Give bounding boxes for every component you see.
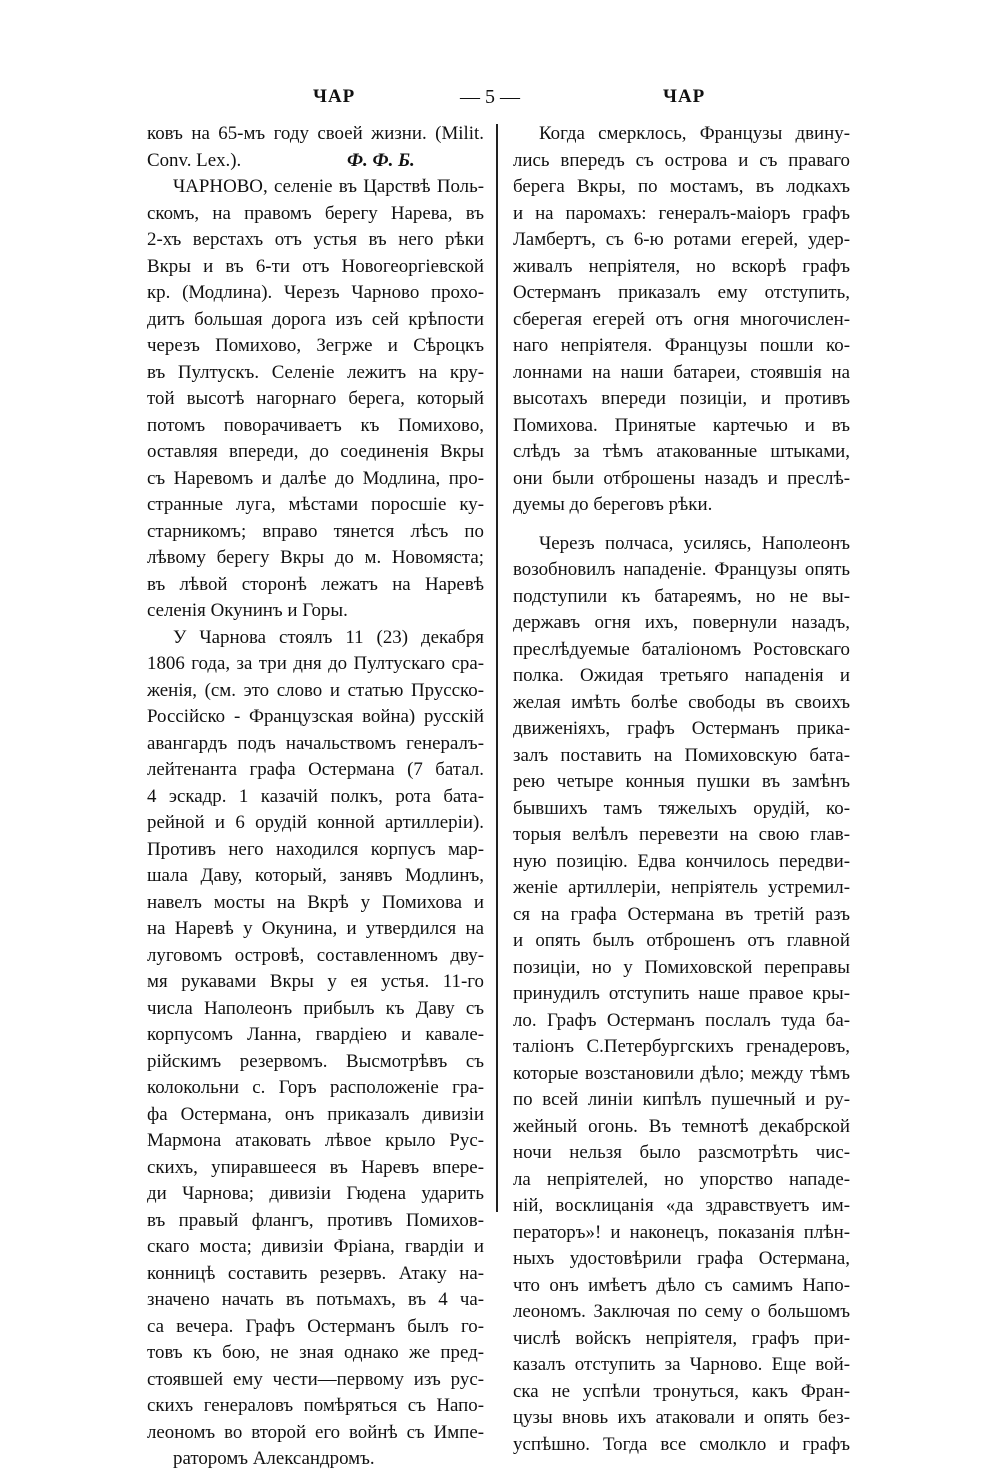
text-line: лѣвому берегу Вкры до м. Новомяста; bbox=[147, 547, 484, 568]
text-line: наго непріятеля. Французы пошли ко- bbox=[513, 335, 850, 356]
text-line: женіе артиллеріи, непріятель устремил- bbox=[513, 877, 850, 898]
text-line: ныхъ удостовѣрили графа Остермана, bbox=[513, 1248, 850, 1269]
text-line: селенія Окунинъ и Горы. bbox=[147, 600, 348, 621]
text-line: и на паромахъ: генералъ-маіоръ графъ bbox=[513, 202, 850, 224]
text-line: которые возстановили дѣло; между тѣмъ bbox=[513, 1062, 850, 1084]
text-line: таліонъ С.Петербургскихъ гренадеровъ, bbox=[513, 1036, 850, 1057]
page-number: — 5 — bbox=[460, 86, 520, 108]
text-line: возобновилъ нападеніе. Французы опять bbox=[513, 559, 850, 580]
text-line: числа Наполеонъ прибылъ къ Даву съ bbox=[147, 997, 484, 1019]
text-line: ска не успѣли тронуться, какъ Фран- bbox=[513, 1380, 850, 1402]
text-line: женія, (см. это слово и статью Прусско- bbox=[147, 679, 484, 701]
text-line: рейной и 6 орудій конной артиллеріи). bbox=[147, 812, 484, 833]
text-line: цузы вновь ихъ атаковали и опять без- bbox=[513, 1407, 850, 1428]
text-line: ло. Графъ Остерманъ послалъ туда ба- bbox=[513, 1009, 850, 1031]
text-line: Черезъ полчаса, усилясь, Наполеонъ bbox=[539, 532, 850, 554]
text-line: что онъ имѣетъ дѣло съ самимъ Напо- bbox=[513, 1274, 850, 1296]
text-line: на Наревѣ у Окунина, и утвердился на bbox=[147, 918, 484, 939]
text-line: Мармона атаковать лѣвое крыло Рус- bbox=[147, 1130, 484, 1151]
text-line: раторомъ Александромъ. bbox=[173, 1448, 375, 1469]
text-line: Ламбертъ, съ 6-ю ротами егерей, удер- bbox=[513, 229, 850, 250]
paragraph-gap bbox=[513, 519, 850, 531]
left-text-column bbox=[147, 121, 484, 1473]
text-line: успѣшно. Тогда все смолкло и графъ bbox=[513, 1433, 850, 1455]
text-line: по всей линіи кипѣлъ пушечный и ру- bbox=[513, 1089, 850, 1110]
text-line: значено начать въ потьмахъ, въ 4 ча- bbox=[147, 1289, 484, 1310]
source-reference: Conv. Lex.). bbox=[147, 149, 242, 171]
text-line: 2-хъ верстахъ отъ устья въ него рѣки bbox=[147, 229, 484, 250]
text-line: берега Вкры, по мостамъ, въ лодкахъ bbox=[513, 176, 850, 197]
text-line: Помихова. Принятые картечью и въ bbox=[513, 414, 850, 436]
text-line: лись впередъ съ острова и съ праваго bbox=[513, 149, 850, 171]
text-line: ператоръ»! и наконецъ, показанія плѣн- bbox=[513, 1221, 850, 1243]
text-line: высотахъ впереди позиціи, и противъ bbox=[513, 388, 850, 409]
text-line: навелъ мосты на Вкрѣ у Помихова и bbox=[147, 891, 484, 913]
text-line: залъ поставить на Помиховскую бата- bbox=[513, 744, 850, 766]
text-line: числѣ войскъ непріятеля, графъ при- bbox=[513, 1327, 850, 1349]
text-line: они были отброшены назадъ и преслѣ- bbox=[513, 467, 850, 489]
text-line: оставляя впереди, до соединенія Вкры bbox=[147, 441, 484, 462]
text-line: са вечера. Графъ Остерманъ былъ го- bbox=[147, 1315, 484, 1337]
text-line: въ правый флангъ, противъ Помихов- bbox=[147, 1209, 484, 1231]
text-line: леономъ во второй его войнѣ съ Импе- bbox=[147, 1421, 484, 1443]
text-line: торыя велѣлъ перевезти на свою глав- bbox=[513, 824, 850, 845]
text-line: и опять былъ отброшенъ отъ главной bbox=[513, 930, 850, 951]
header-right-keyword: ЧАР bbox=[663, 86, 706, 107]
text-line: казалъ отступить за Чарново. Еще вой- bbox=[513, 1354, 850, 1375]
text-line: конницѣ составить резервъ. Атаку на- bbox=[147, 1262, 484, 1284]
text-line: въ Пултускъ. Селеніе лежитъ на кру- bbox=[147, 361, 484, 383]
text-line: У Чарнова стоялъ 11 (23) декабря bbox=[173, 626, 484, 648]
text-line: слѣдъ за тѣмъ атакованные штыками, bbox=[513, 441, 850, 462]
text-line: полка. Ожидая третьяго нападенія и bbox=[513, 665, 850, 686]
text-line: Россійско - Французская война) русскій bbox=[147, 706, 484, 727]
text-line: Вкры и въ 6-ти отъ Новогеоргіевской bbox=[147, 255, 484, 277]
text-line bbox=[147, 148, 484, 175]
text-line: 4 эскадр. 1 казачій полкъ, рота бата- bbox=[147, 785, 484, 807]
text-line: живалъ непріятеля, но вскорѣ графъ bbox=[513, 255, 850, 277]
text-line: той высотѣ нагорнаго берега, который bbox=[147, 388, 484, 409]
text-line: дитъ большая дорога изъ сей крѣпости bbox=[147, 308, 484, 330]
text-line: луговомъ островѣ, составленномъ дву- bbox=[147, 944, 484, 966]
text-line: старникомъ; вправо тянется лѣсъ по bbox=[147, 520, 484, 542]
text-line: въ лѣвой сторонѣ лежатъ на Наревѣ bbox=[147, 573, 484, 595]
text-line: скомъ, на правомъ берегу Нарева, въ bbox=[147, 202, 484, 224]
text-line: колокольни с. Горъ расположеніе гра- bbox=[147, 1077, 484, 1098]
text-line: скаго моста; дивизіи Фріана, гвардіи и bbox=[147, 1236, 484, 1257]
text-line: лоннами на наши батареи, стоявшія на bbox=[513, 361, 850, 383]
text-line: ній, восклицанія «да здравствуетъ им- bbox=[513, 1195, 850, 1216]
text-line: сберегая егерей отъ огня многочислен- bbox=[513, 308, 850, 330]
text-line: лейтенанта графа Остермана (7 батал. bbox=[147, 759, 484, 780]
text-line: скихъ генераловъ помѣряться съ Напо- bbox=[147, 1395, 484, 1416]
text-line: ди Чарнова; дивизіи Гюдена ударить bbox=[147, 1183, 484, 1204]
text-line: 1806 года, за три дня до Пултускаго сра- bbox=[147, 653, 484, 674]
text-line: товъ къ бою, не зная однако же пред- bbox=[147, 1342, 484, 1363]
text-line: странные луга, мѣстами поросшіе ку- bbox=[147, 494, 484, 515]
header-left-keyword: ЧАР bbox=[313, 86, 356, 107]
text-line: корпусомъ Ланна, гвардіею и кавале- bbox=[147, 1024, 484, 1045]
text-line: преслѣдуемые баталіономъ Ростовскаго bbox=[513, 638, 850, 660]
text-line: ла непріятелей, но упорство нападе- bbox=[513, 1168, 850, 1190]
text-line: желая имѣть болѣе свободы въ своихъ bbox=[513, 691, 850, 713]
text-line: ЧАРНОВО, селеніе въ Царствѣ Поль- bbox=[173, 176, 484, 197]
text-line: Противъ него находился корпусъ мар- bbox=[147, 838, 484, 860]
text-line: движеніяхъ, графъ Остерманъ прика- bbox=[513, 718, 850, 739]
text-line: ся на графа Остермана въ третій разъ bbox=[513, 903, 850, 925]
running-header bbox=[138, 86, 864, 116]
text-line: позиціи, но у Помиховской переправы bbox=[513, 956, 850, 978]
text-line: ковъ на 65-мъ году своей жизни. (Milit. bbox=[147, 123, 484, 144]
text-line: державъ огня ихъ, повернули назадъ, bbox=[513, 612, 850, 633]
text-line: черезъ Помихово, Зегрже и Сѣроцкъ bbox=[147, 335, 484, 356]
text-line: мя рукавами Вкры у ея устья. 11-го bbox=[147, 971, 484, 992]
text-line: жейный огонь. Въ темнотѣ декабрской bbox=[513, 1115, 850, 1137]
text-line: стоявшей ему чести—первому изъ рус- bbox=[147, 1368, 484, 1390]
text-line: фа Остермана, онъ приказалъ дивизіи bbox=[147, 1103, 484, 1125]
column-divider bbox=[496, 124, 498, 1212]
text-line: бывшихъ тамъ тяжелыхъ орудій, ко- bbox=[513, 797, 850, 819]
author-initials: Ф. Ф. Б. bbox=[347, 149, 415, 171]
text-line: дуемы до береговъ рѣки. bbox=[513, 494, 713, 515]
text-line: потомъ поворачиваетъ къ Помихово, bbox=[147, 414, 484, 436]
text-line: принудилъ отступить наше правое кры- bbox=[513, 983, 850, 1004]
text-line: ную позицію. Едва кончилось передви- bbox=[513, 850, 850, 872]
text-line: авангардъ подъ начальствомъ генералъ- bbox=[147, 732, 484, 754]
text-line: Когда смерклось, Французы двину- bbox=[539, 123, 850, 144]
text-line: леономъ. Заключая по сему о большомъ bbox=[513, 1301, 850, 1322]
text-line: ночи нельзя было разсмотрѣть чис- bbox=[513, 1142, 850, 1163]
text-line: шала Даву, который, занявъ Модлинъ, bbox=[147, 865, 484, 886]
text-line: скихъ, упиравшееся въ Наревъ впере- bbox=[147, 1156, 484, 1178]
text-line: кр. (Модлина). Черезъ Чарново прохо- bbox=[147, 282, 484, 303]
right-text-column bbox=[513, 121, 850, 1458]
text-line: съ Наревомъ и далѣе до Модлина, про- bbox=[147, 467, 484, 489]
text-line: подступили къ батареямъ, но не вы- bbox=[513, 585, 850, 607]
text-line: рею четыре конныя пушки въ замѣнъ bbox=[513, 771, 850, 792]
text-line: Остерманъ приказалъ ему отступить, bbox=[513, 282, 850, 303]
text-line: рійскимъ резервомъ. Высмотрѣвъ съ bbox=[147, 1050, 484, 1072]
